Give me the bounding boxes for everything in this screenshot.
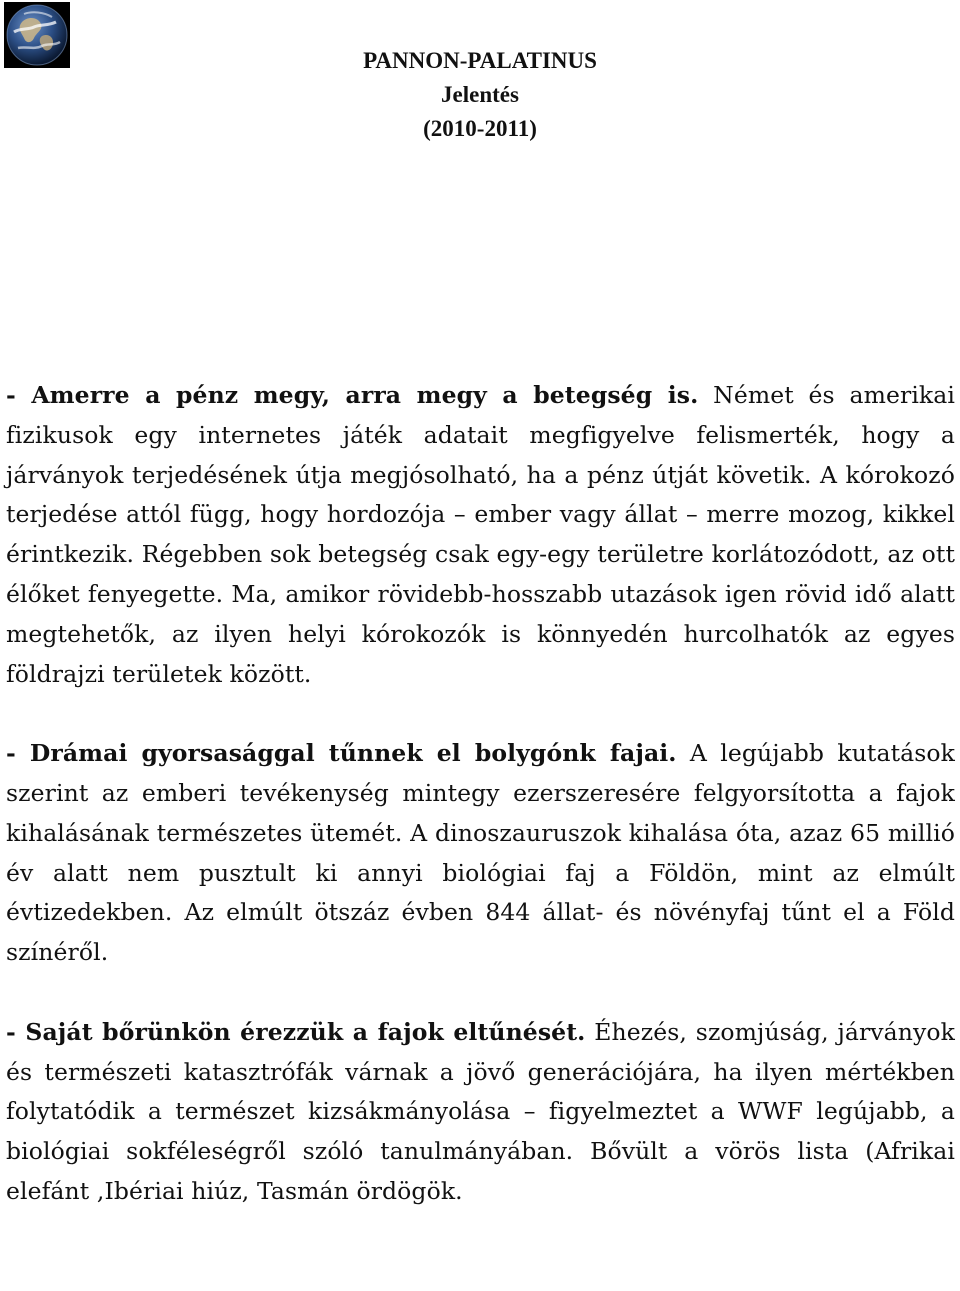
organization-title: PANNON-PALATINUS (363, 48, 597, 73)
paragraph-species-extinction (6, 734, 955, 973)
report-header (0, 44, 960, 146)
report-body (6, 376, 955, 1212)
paragraph-lead: - Drámai gyorsasággal tűnnek el bolygónk fajai. (6, 739, 677, 768)
document-type: Jelentés (441, 82, 519, 107)
paragraph-lead: - Amerre a pénz megy, arra megy a betegség is. (6, 381, 699, 409)
paragraph-lead: - Saját bőrünkön érezzük a fajok eltűnését. (6, 1017, 586, 1046)
paragraph-biodiversity-loss (6, 1013, 955, 1212)
report-period: (2010-2011) (423, 116, 537, 141)
paragraph-disease-spread (6, 376, 955, 694)
paragraph-text: A legújabb kutatások szerint az emberi tevékenység mintegy ezerszeresére felgyorsította a fajok kihalásának természetes ütemét. A dinoszauruszok kihalása óta, azaz 65 millió év alatt nem pusztult ki annyi biológiai faj a Földön, mint az elmúlt évtizedekben. Az elmúlt ötszáz évben 844 állat- és növényfaj tűnt el a Föld színéről. (6, 739, 955, 967)
paragraph-text: Éhezés, szomjúság, járványok és természeti katasztrófák várnak a jövő generációjára, ha ilyen mértékben folytatódik a természet kizsákmányolása – figyelmeztet a WWF legújabb, a biológiai sokféleségről szóló tanulmányában. Bővült a vörös lista (Afrikai elefánt ,Ibériai hiúz, Tasmán ördögök. (6, 1017, 955, 1205)
paragraph-text: Német és amerikai fizikusok egy internetes játék adatait megfigyelve felismerték, hogy a járványok terjedésének útja megjósolható, ha a pénz útját követik. A kórokozó terjedése attól függ, hogy hordozója – ember vagy állat – merre mozog, kikkel érintkezik. Régebben sok betegség csak egy-egy területre korlátozódott, az ott élőket fenyegette. Ma, amikor rövidebb-hosszabb utazások igen rövid idő alatt megtehetők, az ilyen helyi kórokozók is könnyedén hurcolhatók az egyes földrajzi területek között. (6, 381, 956, 688)
